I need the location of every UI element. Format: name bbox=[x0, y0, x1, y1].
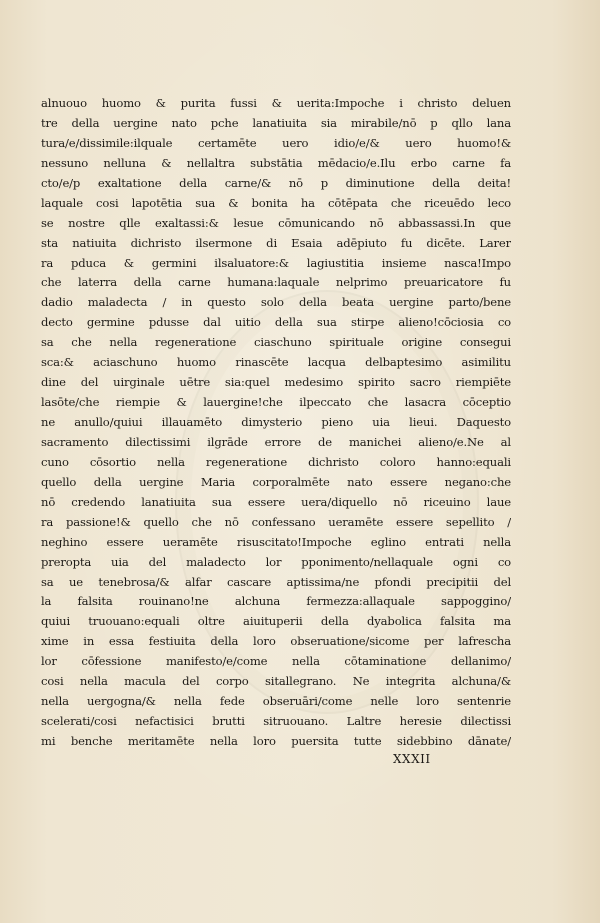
text-line: laquale cosi lapotētia sua & bonita ha cōtēpata che riceuēdo leco bbox=[41, 195, 511, 210]
text-line: la falsita rouinano!ne alchuna fermezza:allaquale sappoggino/ bbox=[41, 594, 511, 609]
text-line: nella uergogna/& nella fede obseruāri/come nelle loro sentenrie bbox=[41, 694, 511, 709]
text-line: sca:& aciaschuno huomo rinascēte lacqua delbaptesimo asimilitu bbox=[41, 355, 511, 370]
folio-number: XXXII bbox=[393, 752, 431, 766]
text-line: mi benche meritamēte nella loro puersita tutte sidebbino dānate/ bbox=[41, 734, 511, 748]
text-line: dine del uirginale uētre sia:quel medesimo spirito sacro riempiēte bbox=[41, 375, 511, 390]
text-line: tura/e/dissimile:ilquale certamēte uero idio/e/& uero huomo!& bbox=[41, 135, 511, 150]
text-line: ra pduca & germini ilsaluatore:& lagiustitia insieme nasca!Impo bbox=[41, 255, 511, 270]
text-line: ne anullo/quiui illauamēto dimysterio pieno uia lieui. Daquesto bbox=[41, 415, 511, 429]
text-line: lor cōfessione manifesto/e/come nella cōtaminatione dellanimo/ bbox=[41, 654, 511, 669]
text-line: xime in essa festiuita della loro obseruatione/sicome per lafrescha bbox=[41, 634, 511, 649]
text-line: che laterra della carne humana:laquale nelprimo preuaricatore fu bbox=[41, 275, 511, 290]
text-line: sa che nella regeneratione ciaschuno spirituale origine consegui bbox=[41, 335, 511, 350]
text-line: se nostre qlle exaltassi:& lesue cōmunicando nō abbassassi.In que bbox=[41, 215, 511, 230]
text-line: preropta uia del maladecto lor pponimento/nellaquale ogni co bbox=[41, 554, 511, 569]
text-line: cto/e/p exaltatione della carne/& nō p diminutione della deita! bbox=[41, 175, 511, 190]
text-line: nessuno nelluna & nellaltra substātia mēdacio/e.Ilu erbo carne fa bbox=[41, 155, 511, 170]
text-line: cuno cōsortio nella regeneratione dichristo coloro hanno:equali bbox=[41, 454, 511, 469]
text-line: ra passione!& quello che nō confessano ueramēte essere sepellito / bbox=[41, 514, 511, 529]
text-line: quello della uergine Maria corporalmēte nato essere negano:che bbox=[41, 474, 511, 489]
text-line: sa ue tenebrosa/& alfar cascare aptissima/ne pfondi precipitii del bbox=[41, 574, 511, 589]
text-line: alnuouo huomo & purita fussi & uerita:Impoche i christo deluen bbox=[41, 96, 511, 110]
text-line: dadio maladecta / in questo solo della beata uergine parto/bene bbox=[41, 295, 511, 310]
text-line: cosi nella macula del corpo sitallegrano. Ne integrita alchuna/& bbox=[41, 674, 511, 689]
text-line: lasōte/che riempie & lauergine!che ilpeccato che lasacra cōceptio bbox=[41, 395, 511, 410]
main-text-block bbox=[41, 94, 511, 752]
text-line: neghino essere ueramēte risuscitato!Impoche eglino entrati nella bbox=[41, 534, 511, 549]
text-line: nō credendo lanatiuita sua essere uera/diquello nō riceuino laue bbox=[41, 494, 511, 509]
text-line: sacramento dilectissimi ilgrāde errore de manichei alieno/e.Ne al bbox=[41, 434, 511, 449]
text-line: tre della uergine nato pche lanatiuita sia mirabile/nō p qllo lana bbox=[41, 115, 511, 130]
text-line: sta natiuita dichristo ilsermone di Esaia adēpiuto fu dicēte. Larer bbox=[41, 235, 511, 250]
text-line: quiui truouano:equali oltre aiuituperii della dyabolica falsita ma bbox=[41, 614, 511, 629]
text-line: scelerati/cosi nefactisici brutti sitruouano. Laltre heresie dilectissi bbox=[41, 714, 511, 729]
text-line: decto germine pdusse dal uitio della sua stirpe alieno!cōciosia co bbox=[41, 315, 511, 330]
